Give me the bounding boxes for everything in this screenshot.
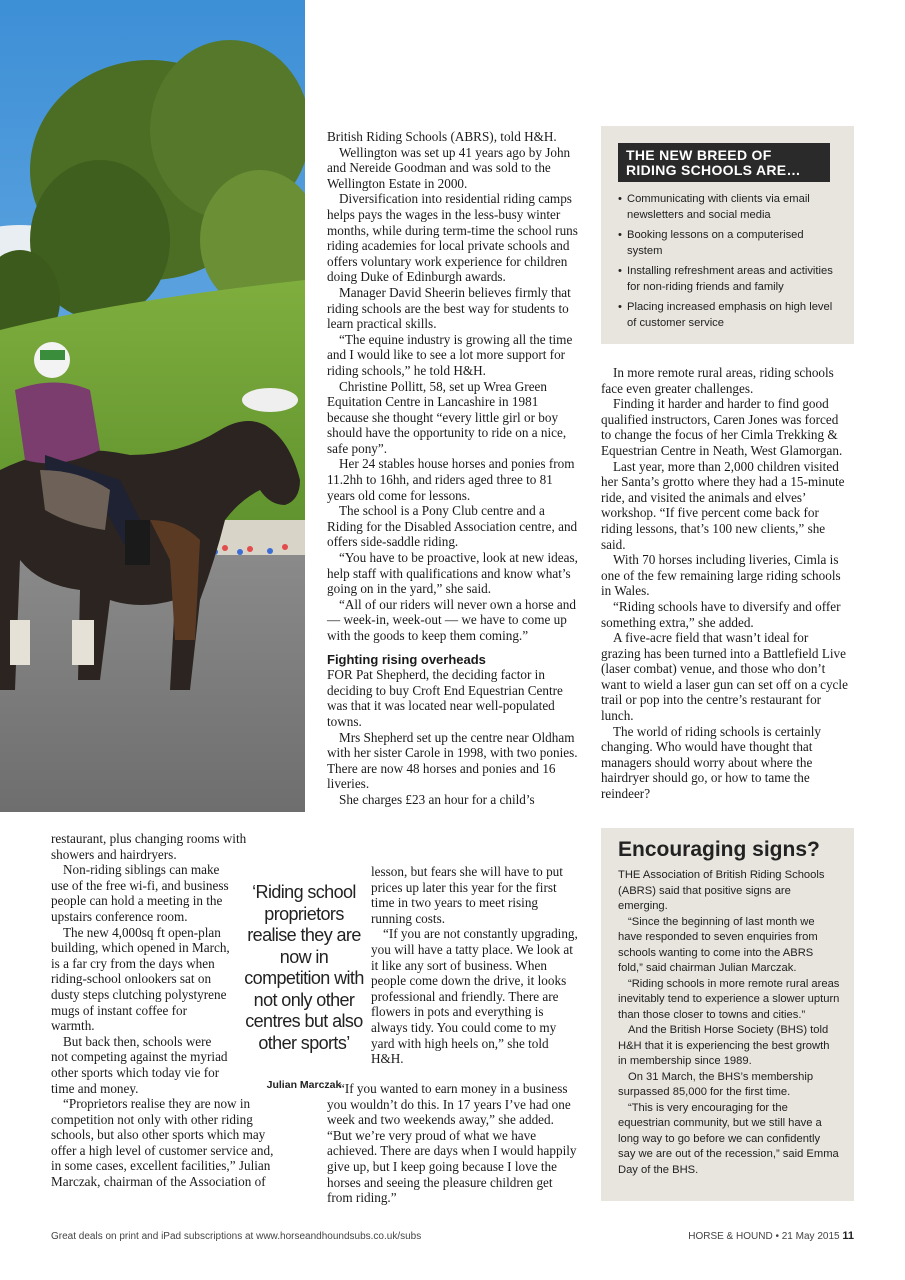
paragraph: The school is a Pony Club centre and a Riding for the Disabled Association centre, and offers side-saddle riding. (327, 503, 578, 550)
list-item: • Placing increased emphasis on high level of customer service (618, 300, 837, 331)
paragraph: “Proprietors realise they are now in competition not only with other riding schools, but also other sports which may offer a high level of customer service and, in some cases, excellent facilities,” Julian Marczak, chairman of the Association of (51, 1096, 274, 1190)
new-breed-box (601, 126, 854, 344)
paragraph: Diversification into residential riding camps helps pays the wages in the less-busy winter months, while during term-time the school runs riding academies for local private schools and offers voluntary work experience for children doing Duke of Edinburgh awards. (327, 191, 578, 285)
footer-separator: • (775, 1231, 779, 1242)
pull-quote-attribution: Julian Marczak (266, 1079, 342, 1091)
horse-riding-photo (0, 0, 305, 812)
new-breed-box-title: THE NEW BREED OF RIDING SCHOOLS ARE… (618, 143, 830, 182)
list-item: • Communicating with clients via email newsletters and social media (618, 192, 837, 223)
encouraging-signs-box (601, 828, 854, 1201)
paragraph: “Since the beginning of last month we have responded to seven enquiries from schools wanting to come into the ABRS fold,” said chairman Julian Marczak. (618, 915, 818, 974)
paragraph: The new 4,000sq ft open-plan building, which opened in March, is a far cry from the days when riding-school onlookers sat on dusty steps clutching polystyrene mugs of instant coffee for warmth. (51, 924, 230, 1034)
paragraph: “The equine industry is growing all the time and I would like to see a lot more support for riding schools,” he told H&H. (327, 331, 573, 378)
paragraph: “You have to be proactive, look at new ideas, help staff with qualifications and know what’s going on in the yard,” she said. (327, 550, 578, 597)
paragraph: In more remote rural areas, riding schools face even greater challenges. (601, 365, 834, 396)
paragraph: But back then, schools were not competing against the myriad other sports which today vie for time and money. (51, 1033, 228, 1096)
paragraph: Her 24 stables house horses and ponies from 11.2hh to 16hh, and riders aged three to 81 years old come for lessons. (327, 456, 575, 503)
issue-date: 21 May 2015 (781, 1231, 840, 1242)
article-column-middle-end (327, 1081, 579, 1206)
paragraph: Christine Pollitt, 58, set up Wrea Green Equitation Centre in Lancashire in 1981 because she thought “every little girl or boy should have the opportunity to ride on a nice, safe pony”. (327, 378, 567, 456)
paragraph: Manager David Sheerin believes firmly that riding schools are the best way for students to learn practical skills. (327, 284, 571, 332)
footer-subscription-text: Great deals on print and iPad subscriptions at www.horseandhoundsubs.co.uk/subs (51, 1231, 422, 1242)
paragraph: On 31 March, the BHS’s membership surpassed 85,000 for the first time. (618, 1070, 814, 1098)
encouraging-signs-title: Encouraging signs? (618, 838, 820, 861)
section-subheading: Fighting rising overheads (327, 651, 486, 667)
paragraph: Wellington was set up 41 years ago by John and Nereide Goodman and was sold to the Wellington Estate in 2000. (327, 144, 571, 191)
article-column-middle (327, 129, 579, 808)
article-column-middle-lower (371, 864, 579, 1067)
article-column-right (601, 365, 851, 802)
paragraph: “Riding schools in more remote rural areas inevitably tend to experience a slower upturn than those closer to towns and cities.” (618, 977, 840, 1021)
pull-quote: ‘Riding school proprietors realise they are now in competition with not only other centres but also other sports’ (244, 882, 364, 1053)
page-number: 11 (842, 1230, 854, 1242)
paragraph: With 70 horses including liveries, Cimla is one of the few remaining large riding schools in Wales. (601, 552, 841, 599)
paragraph: Non-riding siblings can make use of the free wi-fi, and business people can hold a meeting in the upstairs conference room. (51, 862, 229, 924)
paragraph: Mrs Shepherd set up the centre near Oldham with her sister Carole in 1998, with two ponies. There are now 48 horses and ponies and 16 liveries. (327, 729, 578, 792)
paragraph: “All of our riders will never own a horse and — week-in, week-out — we have to come up with the goods to keep them coming.” (327, 596, 576, 643)
paragraph: FOR Pat Shepherd, the deciding factor in deciding to buy Croft End Equestrian Centre was that it was located near well-populated towns. (327, 667, 563, 729)
paragraph: The world of riding schools is certainly changing. Who would have thought that managers should worry about where the hairdryer should go, or how to tame the reindeer? (601, 723, 822, 802)
paragraph: restaurant, plus changing rooms with showers and hairdryers. (51, 831, 247, 862)
list-item: • Booking lessons on a computerised system (618, 228, 837, 259)
list-item: • Installing refreshment areas and activities for non-riding friends and family (618, 264, 837, 295)
paragraph: lesson, but fears she will have to put prices up later this year for the first time in two years to meet rising running costs. (371, 864, 563, 926)
paragraph: “If you wanted to earn money in a business you wouldn’t do this. In 17 years I’ve had one week and two weekends away,” she added. “But we’re very proud of what we have achieved. There are days when I would happily give up, but I keep going because I love the horses and seeing the pleasure children get from riding.” (327, 1081, 577, 1206)
new-breed-list (618, 192, 837, 331)
paragraph: She charges £23 an hour for a child’s (339, 791, 535, 807)
footer-page-info (688, 1230, 854, 1242)
paragraph: Finding it harder and harder to find good qualified instructors, Caren Jones was forced to change the focus of her Cimla Trekking & Equestrian Centre in Neath, West Glamorgan. (601, 396, 843, 458)
paragraph: THE Association of British Riding Schools (ABRS) said that positive signs are emerging. (618, 869, 825, 912)
publication-name: HORSE & HOUND (688, 1231, 773, 1242)
paragraph: And the British Horse Society (BHS) told H&H that it is experiencing the best growth in membership since 1989. (618, 1024, 830, 1067)
paragraph: Last year, more than 2,000 children visited her Santa’s grotto where they had a 15-minute ride, and visited the animals and elves’ workshop. “If five percent come back for riding lessons, that’s 100 new clients,” she said. (601, 458, 845, 552)
paragraph: “Riding schools have to diversify and offer something extra,” she added. (601, 598, 841, 630)
paragraph: “This is very encouraging for the equestrian community, but we still have a long way to go before we can confidently say we are out of the recession,” said Emma Day of the BHS. (618, 1101, 839, 1176)
paragraph: “If you are not constantly upgrading, you will have a tatty place. We look at it like any sort of business. When people come down the drive, it looks professional and friendly. There are flowers in pots and everything is always tidy. You could come to my yard with high heels on,” she told H&H. (371, 926, 578, 1067)
paragraph: British Riding Schools (ABRS), told H&H. (327, 129, 557, 144)
paragraph: A five-acre field that wasn’t ideal for grazing has been turned into a Battlefield Live (laser combat) venue, and those who don’t want to wield a laser gun can set off on a cycle trail or pop into the centre’s restaurant for lunch. (601, 630, 848, 724)
